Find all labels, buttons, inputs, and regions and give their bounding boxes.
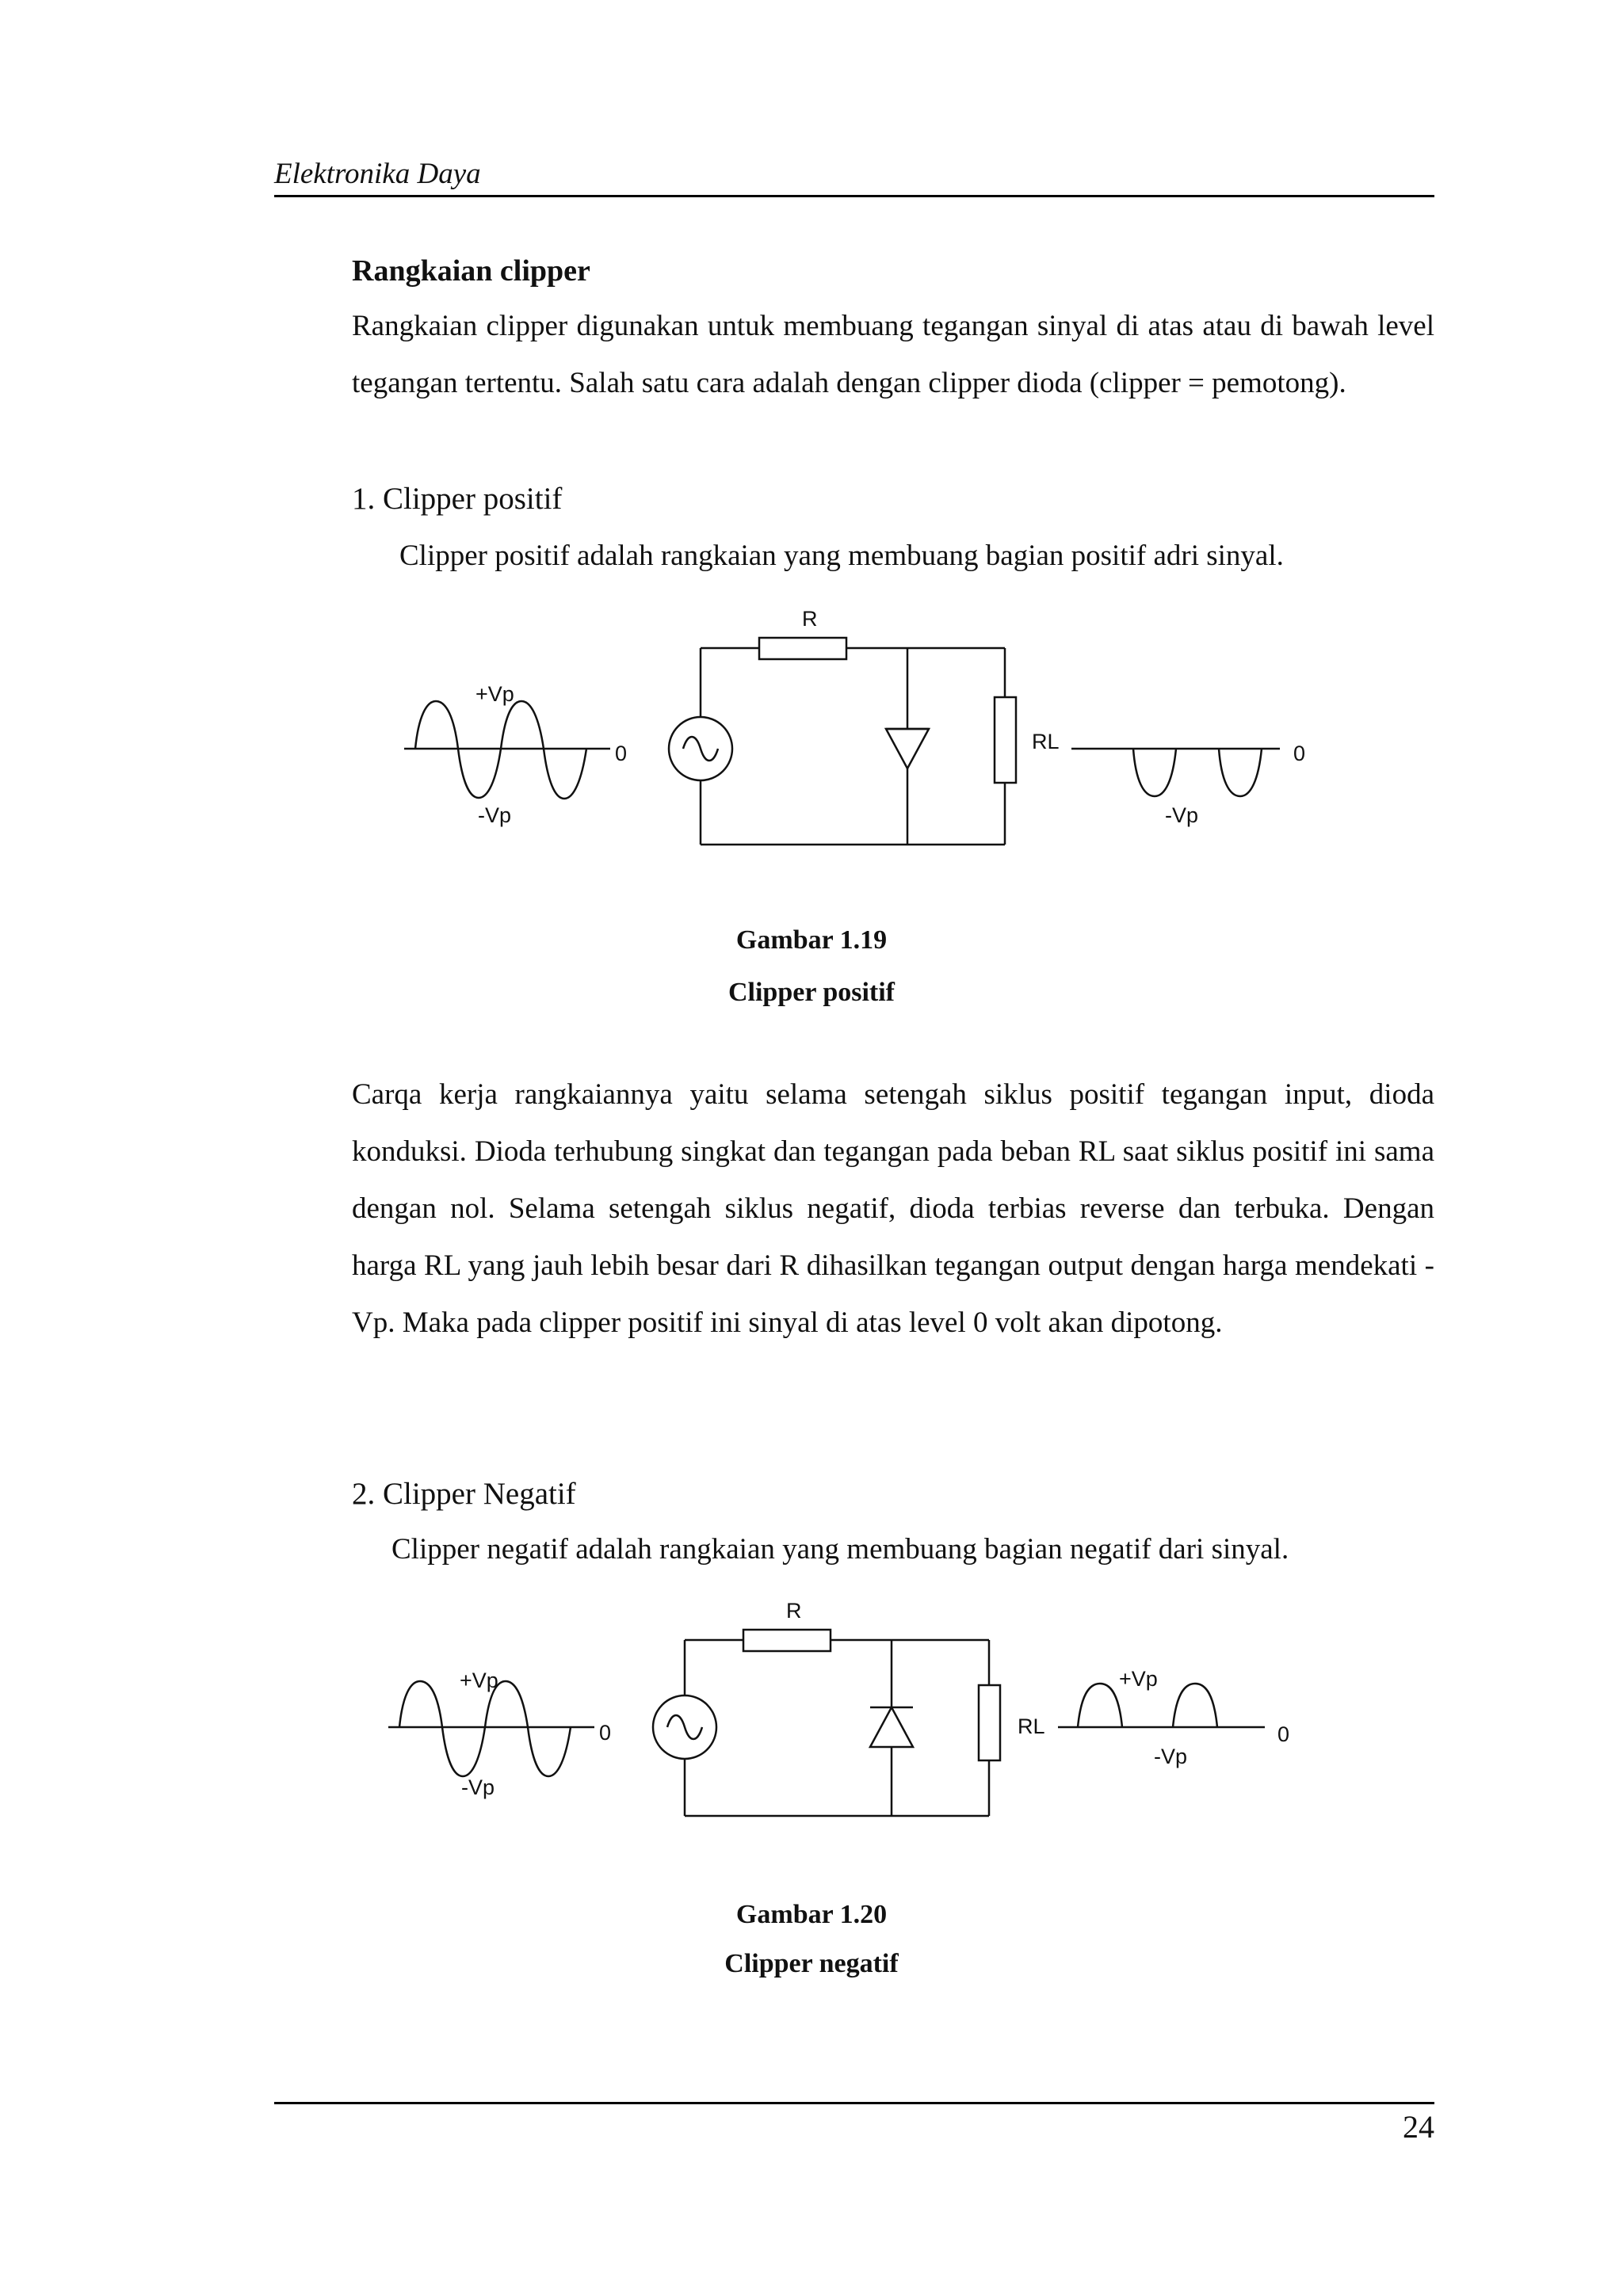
load-rl-label: RL	[1018, 1714, 1045, 1738]
item-1-title: 1. Clipper positif	[352, 482, 563, 516]
resistor-r-label: R	[786, 1599, 802, 1623]
input-zero-label: 0	[599, 1721, 612, 1745]
output-waveform	[1058, 1667, 1289, 1768]
explanation-paragraph: Carqa kerja rangkaiannya yaitu selama setengah siklus positif tegangan input, dioda konduksi. Dioda terhubung singkat dan tegangan pada beban RL saat siklus positif ini sama dengan nol. Selama setengah siklus negatif, dioda terbias reverse dan terbuka. Dengan harga RL yang jauh lebih besar dari R dihasilkan tegangan output dengan harga mendekati -Vp. Maka pada clipper positif ini sinyal di atas level 0 volt akan dipotong.	[352, 1078, 1434, 1339]
item-2-description: Clipper negatif adalah rangkaian yang membuang bagian negatif dari sinyal.	[391, 1533, 1289, 1566]
section-heading: Rangkaian clipper	[352, 254, 590, 288]
item-2-title: 2. Clipper Negatif	[352, 1477, 576, 1511]
figure-2-caption-number: Gambar 1.20	[735, 1900, 888, 1929]
input-peak-label: +Vp	[460, 1669, 498, 1692]
input-zero-label: 0	[615, 742, 628, 765]
output-trough-label: -Vp	[1165, 803, 1199, 827]
resistor-r	[743, 1630, 831, 1651]
footer-divider	[274, 2102, 1434, 2104]
load-resistor-rl	[979, 1685, 1000, 1760]
output-zero-label: 0	[1293, 742, 1306, 765]
resistor-r-label: R	[802, 607, 818, 631]
input-trough-label: -Vp	[461, 1775, 495, 1799]
page-number: 24	[1403, 2109, 1434, 2145]
load-rl-label: RL	[1032, 730, 1060, 753]
output-zero-label: 0	[1277, 1722, 1290, 1746]
input-waveform	[388, 1669, 611, 1799]
figure-2-caption-title: Clipper negatif	[724, 1949, 899, 1978]
figure-1-caption-title: Clipper positif	[727, 978, 895, 1007]
diode	[870, 1707, 913, 1747]
circuit	[653, 1599, 1045, 1816]
figure-1-caption-number: Gambar 1.19	[735, 925, 888, 955]
output-peak-label: +Vp	[1119, 1667, 1158, 1691]
intro-paragraph: Rangkaian clipper digunakan untuk membuang tegangan sinyal di atas atau di bawah level tegangan tertentu. Salah satu cara adalah dengan clipper dioda (clipper = pemotong).	[352, 310, 1434, 399]
input-peak-label: +Vp	[475, 682, 514, 706]
input-trough-label: -Vp	[478, 803, 512, 827]
item-1-description: Clipper positif adalah rangkaian yang membuang bagian positif adri sinyal.	[399, 540, 1284, 572]
running-header: Elektronika Daya	[274, 158, 481, 190]
output-trough-label: -Vp	[1154, 1745, 1188, 1768]
